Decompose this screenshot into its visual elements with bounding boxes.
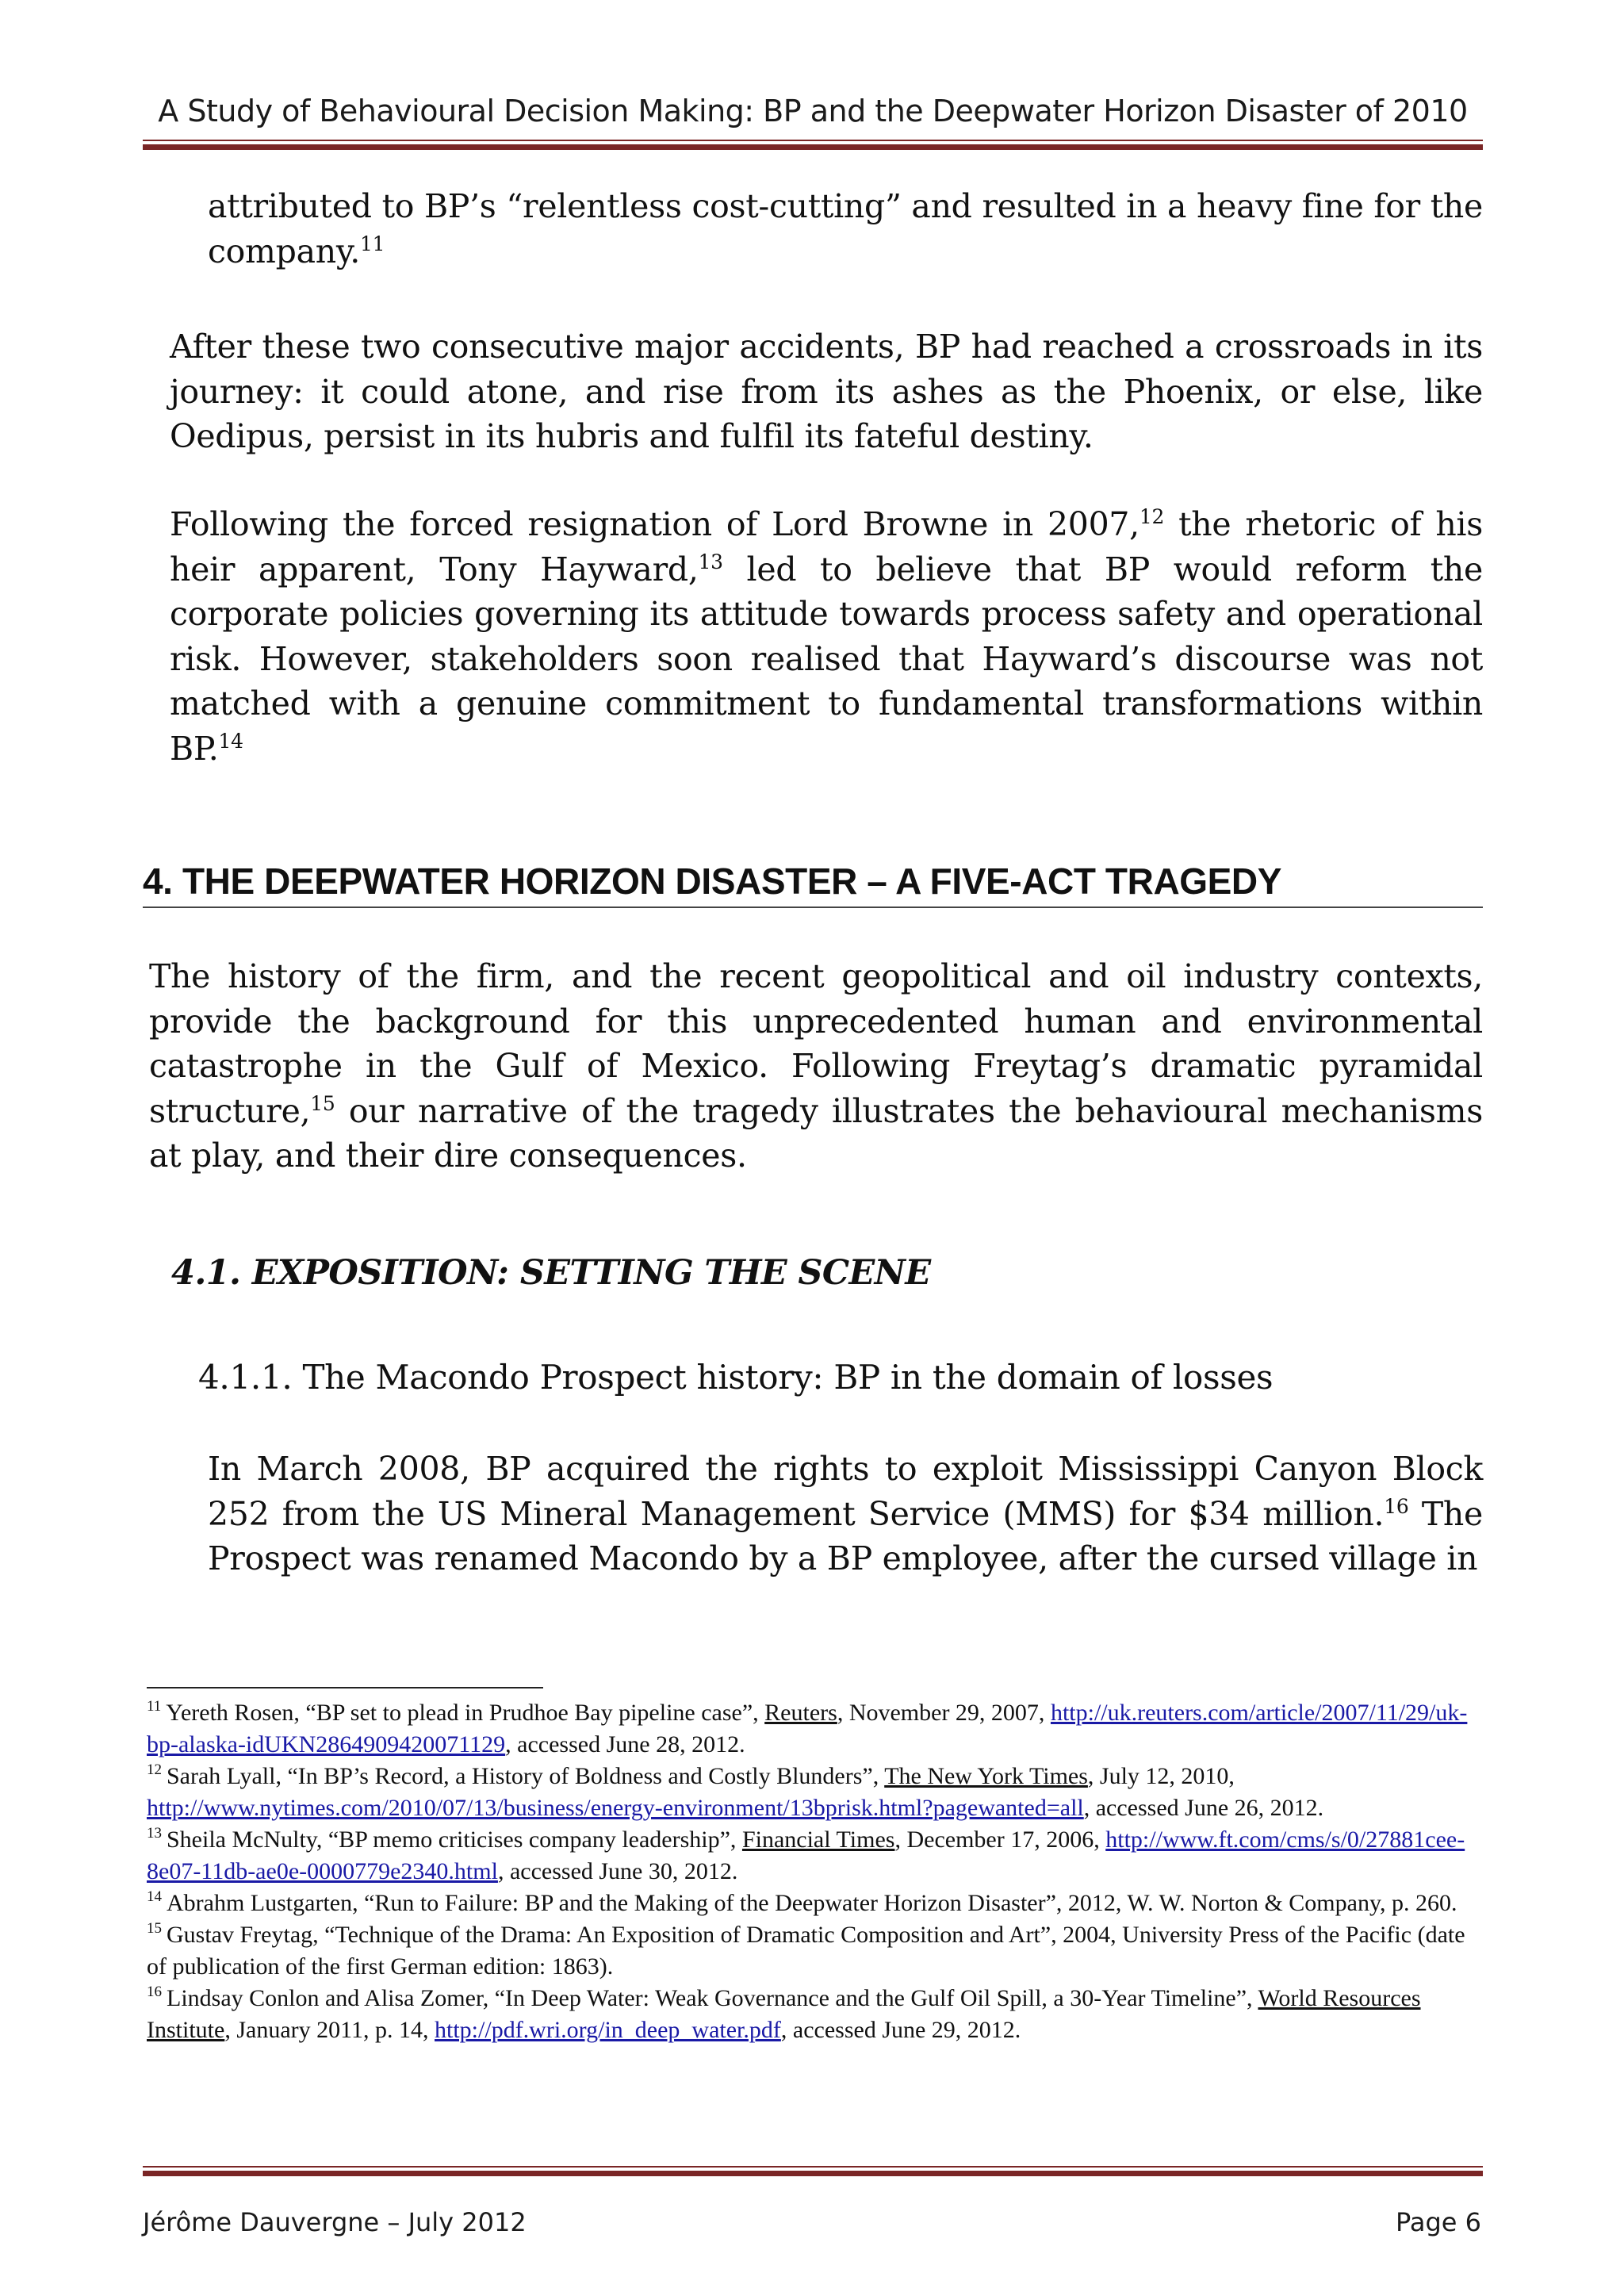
footnote-15: $^{15}$ Gustav Freytag, “Technique of the Drama: An Exposition of Dramatic Composition and Art”, 2004, University Press of the Pacific (date of publication of the first German edition: 1863). (147, 1920, 1465, 1980)
footnote-16: $^{16}$ Lindsay Conlon and Alisa Zomer, “In Deep Water: Weak Governance and the Gulf Oil Spill, a 30-Year Timeline”, World Resources Institute, January 2011, p. 14, http://pdf.wri.org/in_deep_water.pdf, accessed June 29, 2012. (147, 1984, 1421, 2043)
paragraph-freytag: The history of the firm, and the recent geopolitical and oil industry contexts, provide the background for this unprecedented human and environmental catastrophe in the Gulf of Mexico. Following Freytag’s dramatic pyramidal structure,$^{15}$ our narrative of the tragedy illustrates the behavioural mechanisms at play, and their dire consequences. (149, 957, 1483, 1175)
footnote-source: World Resources Institute (147, 1985, 1421, 2043)
footnote-source: Reuters (764, 1700, 837, 1726)
section-4-1-heading: 4.1. EXPOSITION: SETTING THE SCENE (171, 1253, 931, 1293)
section-4-1-1-heading: 4.1.1. The Macondo Prospect history: BP in the domain of losses (198, 1358, 1274, 1397)
footnote-ref-14[interactable]: 14 (218, 729, 243, 753)
footnote-ref-11[interactable]: 11 (359, 232, 385, 255)
paragraph-crossroads: After these two consecutive major accidents, BP had reached a crossroads in its journey: it could atone, and rise from its ashes as the Phoenix, or else, like Oedipus, persist in its hubris and fulfil its fateful destiny. (170, 328, 1483, 455)
header-rule-top (143, 140, 1483, 141)
footnote-11: $^{11}$ Yereth Rosen, “BP set to plead in Prudhoe Bay pipeline case”, Reuters, November 29, 2007, http://uk.reuters.com/article/2007/11/29/uk-bp-alaska-idUKN2864909420071129, accessed June 28, 2012. (147, 1698, 1468, 1757)
section-heading-rule (143, 907, 1483, 908)
running-header: A Study of Behavioural Decision Making: BP and the Deepwater Horizon Disaster of 2010 (158, 94, 1468, 128)
footnote-link[interactable]: http://uk.reuters.com/article/2007/11/29/uk-bp-alaska-idUKN2864909420071129 (147, 1700, 1468, 1757)
footer-author: Jérôme Dauvergne – July 2012 (143, 2207, 527, 2237)
header-rule-bottom (143, 144, 1483, 150)
footnote-13: $^{13}$ Sheila McNulty, “BP memo criticises company leadership”, Financial Times, December 17, 2006, http://www.ft.com/cms/s/0/27881cee-8e07-11db-ae0e-0000779e2340.html, accessed June 30, 2012. (147, 1825, 1465, 1884)
section-4-heading: 4. THE DEEPWATER HORIZON DISASTER – A FIVE-ACT TRAGEDY (143, 861, 1282, 902)
footnote-link[interactable]: http://www.ft.com/cms/s/0/27881cee-8e07-11db-ae0e-0000779e2340.html (147, 1826, 1465, 1884)
footnote-source: Financial Times (741, 1826, 895, 1853)
footnote-ref-15[interactable]: 15 (310, 1091, 335, 1115)
footnote-separator (147, 1687, 543, 1688)
continuation-paragraph: attributed to BP’s “relentless cost-cutting” and resulted in a heavy fine for the company.$^{11}$ (208, 187, 1483, 270)
paragraph-hayward: Following the forced resignation of Lord Browne in 2007,12 the rhetoric of his heir apparent, Tony Hayward,$^{13}$ led to believe that BP would reform the corporate policies governing its attitude towards process safety and operational risk. However, stakeholders soon realised that Hayward’s discourse was not matched with a genuine commitment to fundamental transformations within BP.$^{14}$ (170, 505, 1483, 768)
footnote-ref-13[interactable]: 13 (698, 550, 723, 573)
footnote-14: $^{14}$ Abrahm Lustgarten, “Run to Failure: BP and the Making of the Deepwater Horizon Disaster”, 2012, W. W. Norton & Company, p. 260. (147, 1888, 1457, 1916)
footnote-source: The New York Times (884, 1763, 1088, 1789)
footnote-ref-16[interactable]: 16 (1384, 1494, 1409, 1518)
footnotes (147, 1697, 1479, 2046)
footnote-link[interactable]: http://www.nytimes.com/2010/07/13/business/energy-environment/13bprisk.html?pagewanted=all (147, 1795, 1084, 1821)
paragraph-macondo: In March 2008, BP acquired the rights to exploit Mississippi Canyon Block 252 from the US Mineral Management Service (MMS) for $34 million.$^{16}$ The Prospect was renamed Macondo by a BP employee, after the cursed village in (208, 1450, 1483, 1577)
footnote-12: $^{12}$ Sarah Lyall, “In BP’s Record, a History of Boldness and Costly Blunders”, The New York Times, July 12, 2010, http://www.nytimes.com/2010/07/13/business/energy-environment/13bprisk.html?pagewanted=all, accessed June 26, 2012. (147, 1761, 1324, 1821)
footer-rule-top (143, 2166, 1483, 2168)
page-number: Page 6 (1396, 2207, 1481, 2237)
footnote-link[interactable]: http://pdf.wri.org/in_deep_water.pdf (435, 2017, 781, 2043)
footer-rule-bottom (143, 2171, 1483, 2176)
footnote-ref-12[interactable]: 12 (1139, 505, 1165, 528)
